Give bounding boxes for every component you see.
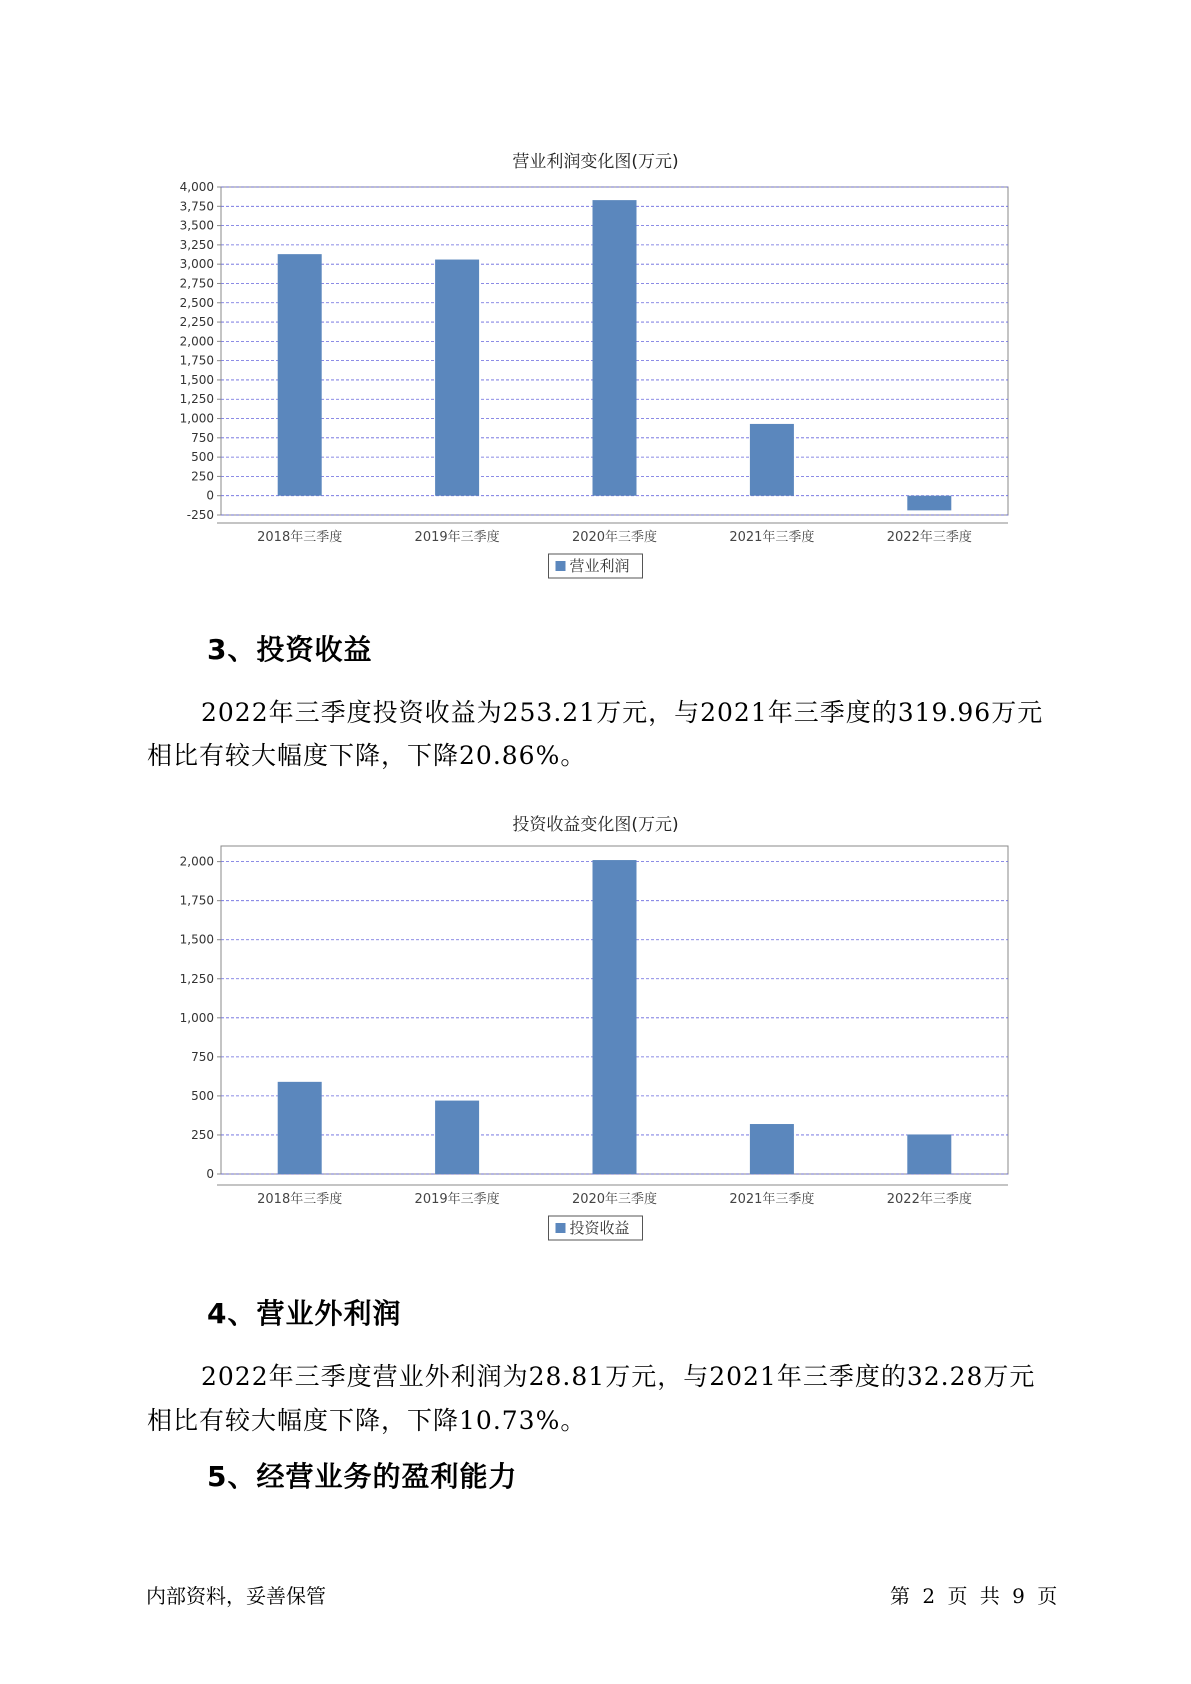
y-tick-label: 3,500 [179, 218, 214, 233]
y-tick-label: 1,000 [179, 1010, 214, 1025]
section-4-line1: 2022年三季度营业外利润为28.81万元，与2021年三季度的32.28万元 [201, 1362, 1036, 1391]
section-4-line2: 相比有较大幅度下降，下降10.73%。 [147, 1406, 587, 1435]
y-tick-label: 500 [191, 450, 214, 465]
y-tick-label: 3,250 [179, 237, 214, 252]
x-tick-label: 2019年三季度 [414, 1192, 500, 1207]
y-tick-label: 2,250 [179, 315, 214, 330]
x-tick-label: 2019年三季度 [414, 530, 500, 545]
footer-page-number: 第 2 页 共 9 页 [890, 1584, 1058, 1608]
legend-swatch [556, 1223, 566, 1233]
y-tick-label: 3,000 [179, 257, 214, 272]
y-tick-label: 1,500 [179, 372, 214, 387]
x-tick-label: 2022年三季度 [886, 1192, 972, 1207]
bar [593, 860, 637, 1174]
bar [593, 200, 637, 496]
y-tick-label: 250 [191, 1127, 214, 1142]
y-tick-label: 500 [191, 1088, 214, 1103]
legend-swatch [556, 561, 566, 571]
bar [907, 1134, 951, 1174]
y-tick-label: 1,250 [179, 971, 214, 986]
investment-income-chart [0, 835, 1191, 1255]
x-tick-label: 2022年三季度 [886, 530, 972, 545]
footer-confidential-note: 内部资料，妥善保管 [146, 1584, 326, 1608]
chart1-title: 营业利润变化图(万元) [512, 152, 679, 172]
section-3-line1: 2022年三季度投资收益为253.21万元，与2021年三季度的319.96万元 [201, 698, 1044, 727]
y-tick-label: 0 [206, 488, 214, 503]
section-4-heading: 4、营业外利润 [207, 1297, 402, 1330]
x-tick-label: 2018年三季度 [257, 1192, 343, 1207]
section-5-heading: 5、经营业务的盈利能力 [207, 1460, 518, 1493]
y-tick-label: 2,000 [179, 334, 214, 349]
y-tick-label: 2,750 [179, 276, 214, 291]
x-tick-label: 2020年三季度 [571, 530, 658, 545]
bar [435, 260, 479, 496]
y-tick-label: 2,000 [179, 854, 214, 869]
bar [278, 1082, 322, 1174]
section-3-line2: 相比有较大幅度下降，下降20.86%。 [147, 741, 587, 770]
bar [435, 1101, 479, 1174]
y-tick-label: 750 [191, 1049, 214, 1064]
y-tick-label: 0 [206, 1167, 214, 1181]
y-tick-label: 1,250 [179, 392, 214, 407]
y-tick-label: 750 [191, 430, 214, 445]
x-tick-label: 2021年三季度 [729, 1192, 815, 1207]
bar [750, 1124, 794, 1174]
x-tick-label: 2021年三季度 [729, 530, 815, 545]
y-tick-label: -250 [186, 508, 214, 522]
operating-profit-chart [0, 170, 1191, 620]
x-tick-label: 2018年三季度 [257, 530, 343, 545]
legend-label: 营业利润 [569, 557, 630, 575]
y-tick-label: 1,750 [179, 353, 214, 368]
y-tick-label: 3,750 [179, 199, 214, 214]
bar [278, 254, 322, 496]
chart2-title: 投资收益变化图(万元) [512, 815, 679, 835]
bar [750, 424, 794, 496]
y-tick-label: 2,500 [179, 295, 214, 310]
bar [907, 496, 951, 511]
section-3-heading: 3、投资收益 [207, 633, 373, 666]
legend-label: 投资收益 [569, 1219, 630, 1237]
y-tick-label: 250 [191, 469, 214, 484]
y-tick-label: 1,750 [179, 893, 214, 908]
y-tick-label: 1,000 [179, 411, 214, 426]
y-tick-label: 1,500 [179, 932, 214, 947]
x-tick-label: 2020年三季度 [571, 1192, 658, 1207]
y-tick-label: 4,000 [179, 180, 214, 194]
